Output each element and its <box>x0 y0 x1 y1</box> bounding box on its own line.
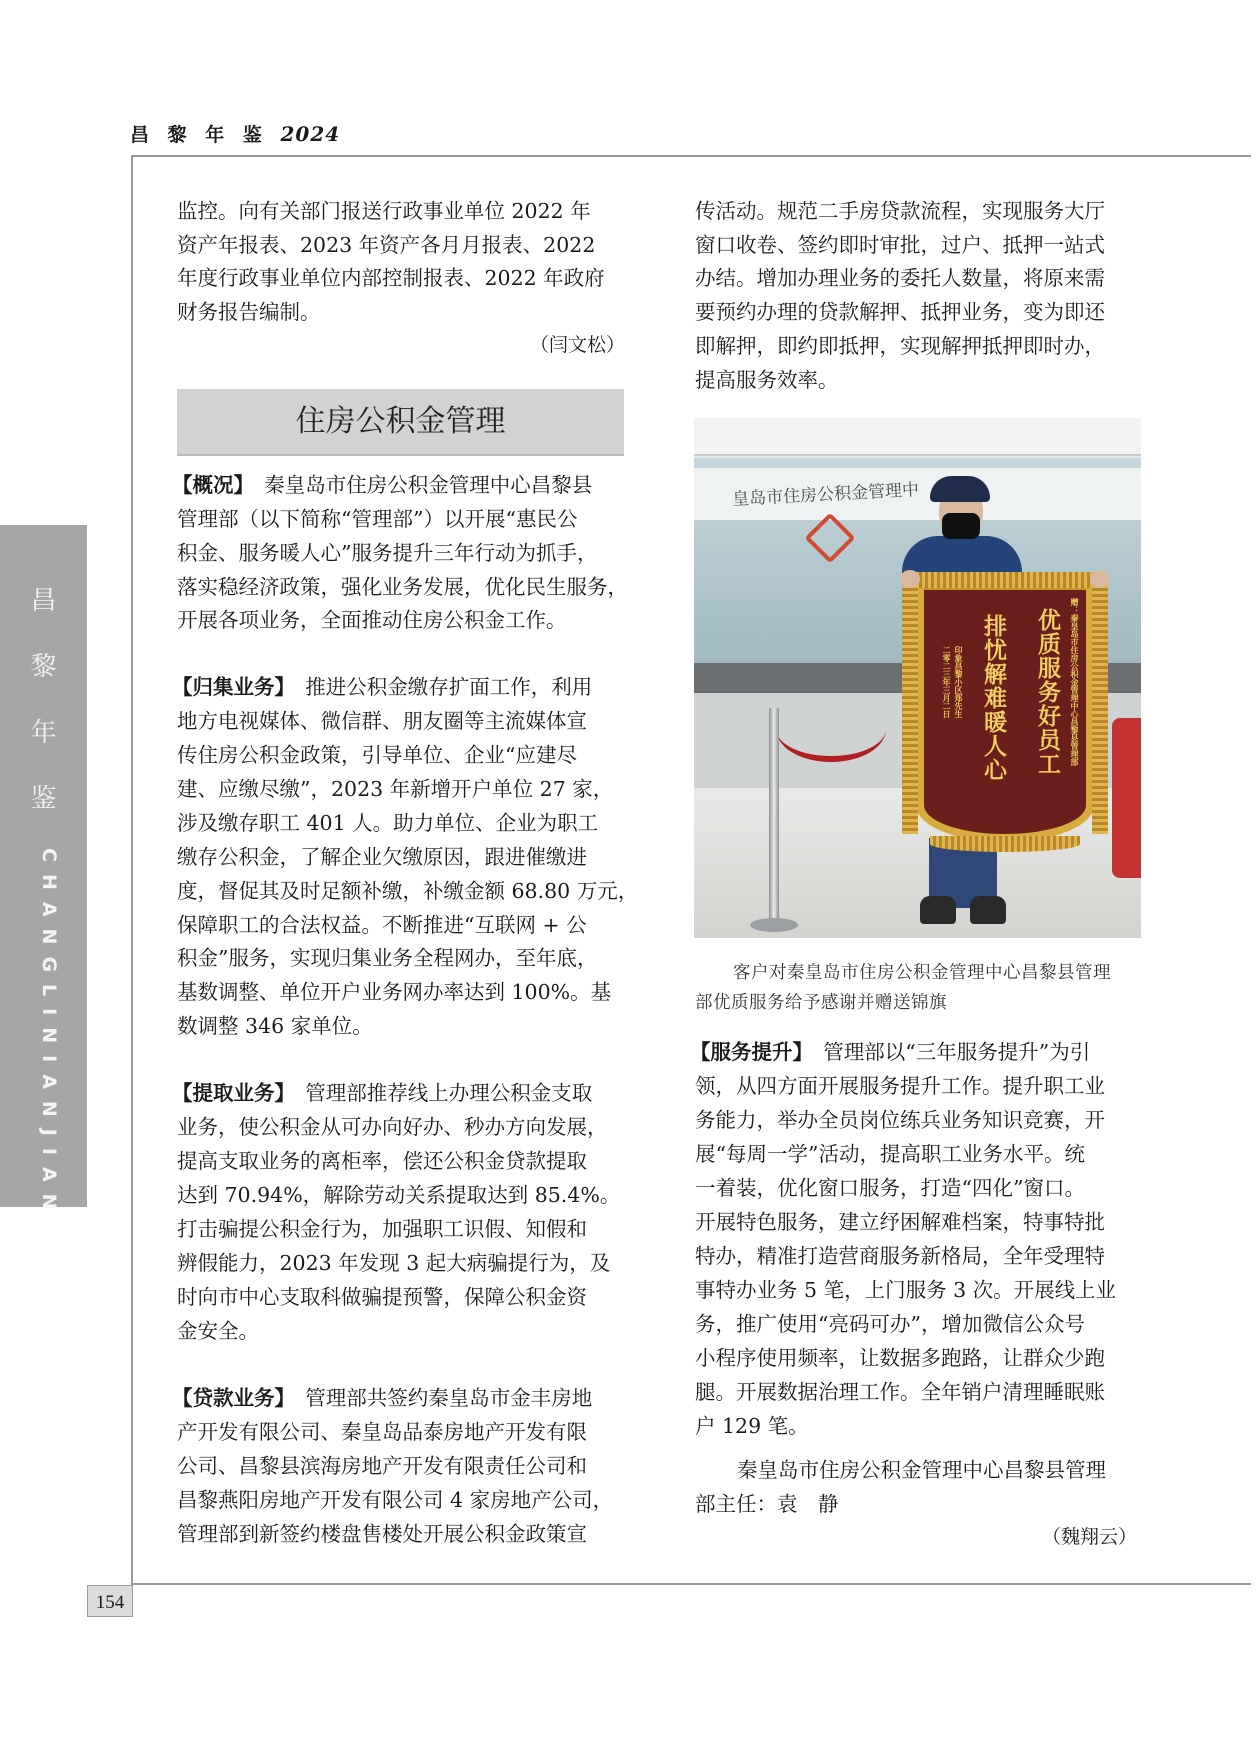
section-title-bar <box>177 389 624 456</box>
body-line: 特办，精准打造营商服务新格局，全年受理特 <box>695 1244 1105 1268</box>
side-tab-char: 鉴 <box>30 784 57 814</box>
body-line: 昌黎燕阳房地产开发有限公司 4 家房地产公司， <box>177 1488 614 1512</box>
body-line: 管理部到新签约楼盘售楼处开展公积金政策宣 <box>177 1522 587 1546</box>
body-line: 提高服务效率。 <box>695 368 839 392</box>
paragraph-first-line <box>690 1042 1090 1063</box>
body-line: 管理部以“三年服务提升”为引 <box>823 1040 1091 1064</box>
running-header <box>130 120 340 147</box>
body-line: 开展各项业务，全面推动住房公积金工作。 <box>177 608 567 632</box>
banner-fringe <box>1092 584 1108 834</box>
body-line: 资产年报表、2023 年资产各月月报表、2022 <box>177 233 596 257</box>
body-line: 度，督促其及时足额补缴，补缴金额 68.80 万元， <box>177 879 639 903</box>
red-stool <box>1112 718 1141 878</box>
frame-top-rule <box>131 155 1251 157</box>
banner-photo <box>694 418 1141 938</box>
paragraph-heading: 【归集业务】 <box>172 675 285 699</box>
body-line: 产开发有限公司、秦皇岛品泰房地产开发有限 <box>177 1420 587 1444</box>
person-boot <box>970 896 1006 924</box>
body-line: 监控。向有关部门报送行政事业单位 2022 年 <box>177 199 591 223</box>
body-line: 辨假能力，2023 年发现 3 起大病骗提行为，及 <box>177 1251 611 1275</box>
body-line: 展“每周一学”活动，提高职工业务水平。统 <box>695 1142 1085 1166</box>
frame-left-rule <box>131 155 133 1587</box>
paragraph-first-line <box>172 475 592 496</box>
photo-sign-text: 皇岛市住房公积金管理中 <box>731 480 920 510</box>
body-line: 数调整 346 家单位。 <box>177 1014 373 1038</box>
body-line: 管理部共签约秦皇岛市金丰房地 <box>305 1386 593 1410</box>
body-line: 窗口收卷、签约即时审批，过户、抵押一站式 <box>695 233 1105 257</box>
banner-line-1: 优质服务好员工 <box>1034 608 1060 776</box>
body-line: 公司、昌黎县滨海房地产开发有限责任公司和 <box>177 1454 587 1478</box>
body-line: 务能力，举办全员岗位练兵业务知识竞赛，开 <box>695 1108 1105 1132</box>
body-line: 涉及缴存职工 401 人。助力单位、企业为职工 <box>177 811 599 835</box>
photo-caption-line: 部优质服务给予感谢并赠送锦旗 <box>695 993 947 1013</box>
body-line: 务，推广使用“亮码可办”，增加微信公众号 <box>695 1312 1085 1336</box>
body-line: 达到 70.94%，解除劳动关系提取达到 85.4%。 <box>177 1183 621 1207</box>
body-line: 落实稳经济政策，强化业务发展，优化民生服务， <box>177 575 628 599</box>
side-tab-char: 黎 <box>30 652 57 682</box>
body-line: 传住房公积金政策，引导单位、企业“应建尽 <box>177 743 577 767</box>
queue-rope <box>776 696 886 762</box>
body-line: 财务报告编制。 <box>177 300 321 324</box>
queue-post <box>769 708 779 928</box>
author-signature: （闫文松） <box>530 334 626 356</box>
body-line: 积金”服务，实现归集业务全程网办，至年底， <box>177 946 598 970</box>
banner-date: 二零二三年三月二日 <box>942 646 951 718</box>
section-title: 住房公积金管理 <box>295 404 506 439</box>
body-line: 时向市中心支取科做骗提预警，保障公积金资 <box>177 1285 587 1309</box>
body-line: 年度行政事业单位内部控制报表、2022 年政府 <box>177 266 605 290</box>
body-line: 开展特色服务，建立纾困解难档案，特事特批 <box>695 1210 1105 1234</box>
body-line: 基数调整、单位开户业务网办率达到 100%。基 <box>177 980 612 1004</box>
side-tab-en: CHANGLINIANJIAN <box>38 848 60 1222</box>
paragraph-heading: 【提取业务】 <box>172 1081 285 1105</box>
body-line: 事特办业务 5 笔，上门服务 3 次。开展线上业 <box>695 1278 1117 1302</box>
body-line: 建、应缴尽缴”，2023 年新增开户单位 27 家， <box>177 777 614 801</box>
paragraph-heading: 【贷款业务】 <box>172 1386 285 1410</box>
body-line: 缴存公积金，了解企业欠缴原因，跟进催缴进 <box>177 845 587 869</box>
paragraph-heading: 【概况】 <box>172 473 244 497</box>
body-line: 小程序使用频率，让数据多跑路，让群众少跑 <box>695 1346 1105 1370</box>
body-line: 地方电视媒体、微信群、朋友圈等主流媒体宣 <box>177 709 587 733</box>
person-hand <box>1090 570 1110 588</box>
body-line: 即解押，即约即抵押，实现解押抵押即时办， <box>695 334 1105 358</box>
body-line: 提高支取业务的离柜率，偿还公积金贷款提取 <box>177 1149 587 1173</box>
body-line: 业务，使公积金从可办向好办、秒办方向发展， <box>177 1115 608 1139</box>
banner-line-2: 排忧解难暖人心 <box>980 614 1006 782</box>
body-line: 管理部推荐线上办理公积金支取 <box>305 1081 593 1105</box>
side-tab-char: 年 <box>30 718 57 748</box>
body-line: 打击骗提公积金行为，加强职工识假、知假和 <box>177 1217 587 1241</box>
body-line: 一着装，优化窗口服务，打造“四化”窗口。 <box>695 1176 1085 1200</box>
body-line: 秦皇岛市住房公积金管理中心昌黎县管理 <box>737 1458 1106 1482</box>
author-signature: （魏翔云） <box>1042 1526 1138 1548</box>
body-line: 办结。增加办理业务的委托人数量，将原来需 <box>695 266 1105 290</box>
running-header-title: 昌 黎 年 鉴 <box>130 124 268 146</box>
banner-giver: 印象昌黎小区郑先生 <box>954 646 963 718</box>
body-line: 积金、服务暖人心”服务提升三年行动为抓手， <box>177 541 598 565</box>
body-line: 传活动。规范二手房贷款流程，实现服务大厅 <box>695 199 1105 223</box>
body-line: 部主任：袁 静 <box>695 1492 839 1516</box>
person-mask <box>942 513 980 539</box>
person-boot <box>920 896 956 924</box>
banner-fringe <box>930 836 1080 852</box>
photo-ceiling <box>694 418 1141 456</box>
running-header-year: 2024 <box>280 122 341 146</box>
banner-fringe <box>902 584 918 834</box>
body-line: 推进公积金缴存扩面工作，利用 <box>305 675 593 699</box>
queue-post-base <box>750 918 798 932</box>
body-line: 管理部（以下简称“管理部”）以开展“惠民公 <box>177 507 578 531</box>
paragraph-first-line <box>172 1083 592 1104</box>
body-line: 领，从四方面开展服务提升工作。提升职工业 <box>695 1074 1105 1098</box>
body-line: 腿。开展数据治理工作。全年销户清理睡眠账 <box>695 1380 1105 1404</box>
body-line: 秦皇岛市住房公积金管理中心昌黎县 <box>264 473 593 497</box>
side-tab-char: 昌 <box>30 586 57 616</box>
paragraph-first-line <box>172 1388 592 1409</box>
silk-banner <box>916 580 1094 842</box>
frame-bottom-rule <box>131 1583 1251 1585</box>
body-line: 金安全。 <box>177 1319 259 1343</box>
paragraph-first-line <box>172 677 592 698</box>
body-line: 要预约办理的贷款解押、抵押业务，变为即还 <box>695 300 1105 324</box>
banner-donor: 赠：秦皇岛市住房公积金管理中心昌黎县管理部 <box>1070 598 1079 766</box>
photo-caption-line: 客户对秦皇岛市住房公积金管理中心昌黎县管理 <box>733 963 1111 983</box>
page-number: 154 <box>95 1592 125 1613</box>
paragraph-heading: 【服务提升】 <box>690 1040 803 1064</box>
side-tab-cn <box>0 580 87 844</box>
banner-fringe <box>910 572 1100 588</box>
body-line: 户 129 笔。 <box>695 1414 809 1438</box>
body-line: 保障职工的合法权益。不断推进“互联网 + 公 <box>177 913 587 937</box>
person-cap <box>930 476 990 502</box>
person-hand <box>900 570 920 588</box>
